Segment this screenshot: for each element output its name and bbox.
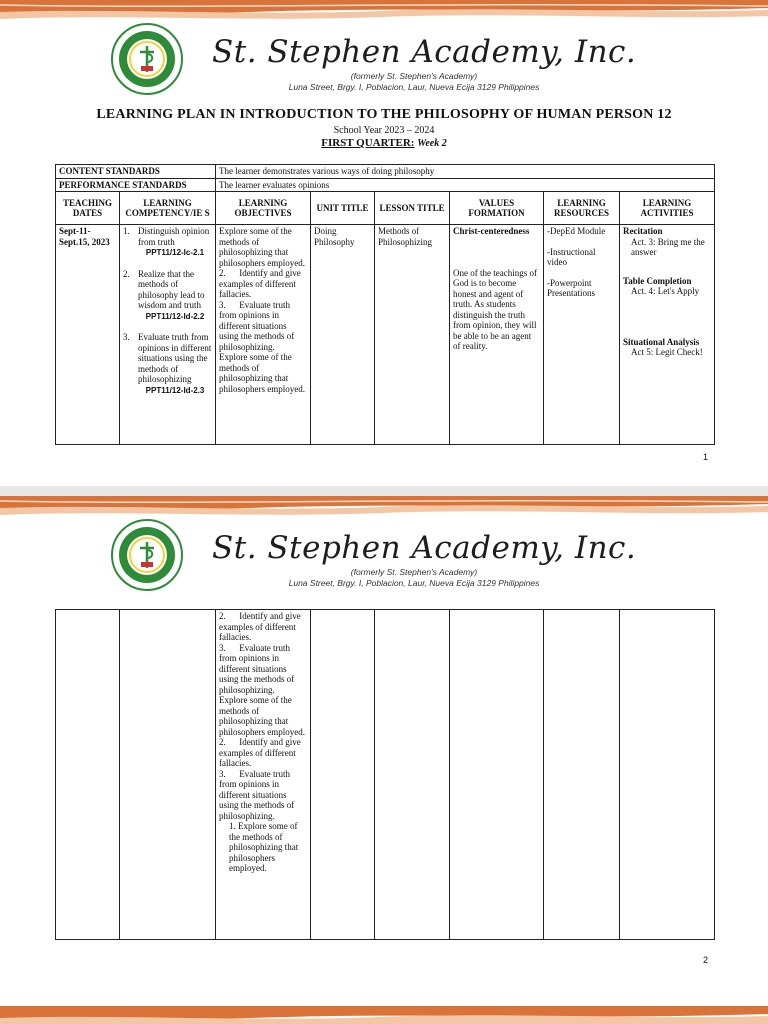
week-label: Week 2 — [417, 138, 447, 149]
values-heading: Christ-centeredness — [453, 226, 530, 236]
activities-cell — [620, 225, 715, 445]
objective-paragraph: 3. Evaluate truth from opinions in different situations using the methods of philosophizing. — [219, 768, 295, 821]
column-header-row — [56, 192, 715, 225]
page-number: 2 — [702, 955, 708, 965]
activity-heading: Situational Analysis — [623, 336, 700, 347]
header-banner — [0, 1006, 768, 1024]
objective-paragraph: 3. Evaluate truth from opinions in different situations using the methods of philosophizing. — [219, 642, 295, 695]
school-former-name: (formerly St. Stephen's Academy) — [350, 567, 478, 577]
objective-paragraph: Explore some of the methods of philosophizing that philosophers employed. — [219, 352, 306, 394]
resources-cell — [544, 225, 620, 445]
header-teaching-dates: TEACHING DATES — [56, 192, 120, 225]
header-unit-title: UNIT TITLE — [311, 192, 375, 225]
header-learning-resources: LEARNING RESOURCES — [544, 192, 620, 225]
activity-body: Act. 4: Let's Apply — [631, 286, 700, 296]
objective-paragraph: 1. Explore some of the methods of philosophizing that philosophers employed. — [229, 821, 299, 873]
performance-standards-label: PERFORMANCE STANDARDS — [56, 178, 216, 192]
content-standards-label: CONTENT STANDARDS — [56, 165, 216, 179]
school-year: School Year 2023 – 2024 — [333, 125, 435, 136]
competency-item — [123, 226, 212, 259]
performance-standards-value: The learner evaluates opinions — [216, 178, 715, 192]
activity-item — [623, 226, 711, 258]
quarter-heading — [0, 137, 768, 149]
competency-number: 2. — [123, 268, 130, 279]
resource-item: -DepEd Module — [547, 226, 606, 236]
header-learning-activities: LEARNING ACTIVITIES — [620, 192, 715, 225]
values-formation-cell — [450, 225, 544, 445]
header-learning-objectives: LEARNING OBJECTIVES — [216, 192, 311, 225]
header-banner — [0, 496, 768, 520]
header-values-formation: VALUES FORMATION — [450, 192, 544, 225]
resources-cell — [544, 610, 620, 940]
activity-heading: Table Completion — [623, 275, 692, 286]
competency-code: PPT11/12-Id-2.3 — [145, 385, 205, 395]
activity-body: Act. 3: Bring me the answer — [631, 236, 705, 257]
header-learning-competency: LEARNING COMPETENCY/IE S — [120, 192, 216, 225]
document-page-2 — [0, 496, 768, 1006]
school-address: Luna Street, Brgy. I, Poblacion, Laur, Nueva Ecija 3129 Philippines — [288, 578, 540, 588]
document-page-1 — [0, 0, 768, 486]
content-standards-value: The learner demonstrates various ways of doing philosophy — [216, 165, 715, 179]
lesson-title-cell: Methods of Philosophizing — [375, 225, 450, 445]
document-page-3 — [0, 1006, 768, 1024]
competency-cell — [120, 610, 216, 940]
objective-paragraph: 2. Identify and give examples of different fallacies. — [219, 737, 301, 768]
competency-number: 1. — [123, 226, 130, 236]
lesson-title-cell — [375, 610, 450, 940]
school-address: Luna Street, Brgy. I, Poblacion, Laur, Nueva Ecija 3129 Philippines — [288, 82, 540, 92]
school-name: St. Stephen Academy, Inc. — [212, 530, 637, 566]
header-banner — [0, 0, 768, 24]
unit-title-cell — [311, 610, 375, 940]
teaching-dates-cell: Sept-11-Sept.15, 2023 — [56, 225, 120, 445]
values-formation-cell — [450, 610, 544, 940]
learning-plan-table-continued — [55, 609, 715, 940]
competency-code: PPT11/12-Ic-2.1 — [145, 248, 205, 257]
objective-paragraph: 3. Evaluate truth from opinions in different situations using the methods of philosophizing. — [219, 299, 295, 352]
school-name: St. Stephen Academy, Inc. — [212, 34, 637, 70]
school-former-name: (formerly St. Stephen's Academy) — [350, 71, 478, 81]
objective-paragraph: Explore some of the methods of philosophizing that philosophers employed. — [219, 226, 306, 268]
learning-plan-table — [55, 164, 715, 445]
activity-heading: Recitation — [623, 226, 663, 236]
quarter-label: FIRST QUARTER: — [321, 137, 415, 149]
competency-text: Distinguish opinion from truth — [138, 226, 210, 247]
activity-item — [623, 337, 711, 358]
competency-text: Evaluate truth from opinions in different situations using the methods of philosophizing — [138, 332, 212, 384]
resource-item: -Powerpoint Presentations — [547, 277, 596, 298]
activity-item — [623, 276, 711, 297]
competency-number: 3. — [123, 332, 130, 342]
performance-standards-row — [56, 178, 715, 192]
table-row — [56, 225, 715, 445]
document-title: LEARNING PLAN IN INTRODUCTION TO THE PHILOSOPHY OF HUMAN PERSON 12 — [96, 107, 672, 122]
values-description: One of the teachings of God is to become honest and agent of truth. As students distinguish the truth from opinion, they will be able to be an agent of reality. — [453, 267, 537, 351]
objective-paragraph: Explore some of the methods of philosophizing that philosophers employed. — [219, 695, 305, 737]
competency-item — [123, 269, 212, 323]
competency-cell — [120, 225, 216, 445]
activities-cell — [620, 610, 715, 940]
unit-title-cell: Doing Philosophy — [311, 225, 375, 445]
resource-item: -Instructional video — [547, 246, 596, 267]
objectives-cell — [216, 225, 311, 445]
objectives-cell — [216, 610, 311, 940]
competency-text: Realize that the methods of philosophy lead to wisdom and truth — [138, 268, 205, 310]
teaching-dates-cell — [56, 610, 120, 940]
content-standards-row — [56, 165, 715, 179]
header-lesson-title: LESSON TITLE — [375, 192, 450, 225]
objective-paragraph: 2. Identify and give examples of different fallacies. — [219, 611, 301, 642]
objective-paragraph: 2. Identify and give examples of different fallacies. — [219, 268, 301, 299]
competency-item — [123, 332, 212, 396]
table-row — [56, 610, 715, 940]
activity-body: Act 5: Legit Check! — [631, 347, 703, 357]
competency-code: PPT11/12-Id-2.2 — [145, 311, 205, 321]
page-number: 1 — [702, 452, 708, 462]
